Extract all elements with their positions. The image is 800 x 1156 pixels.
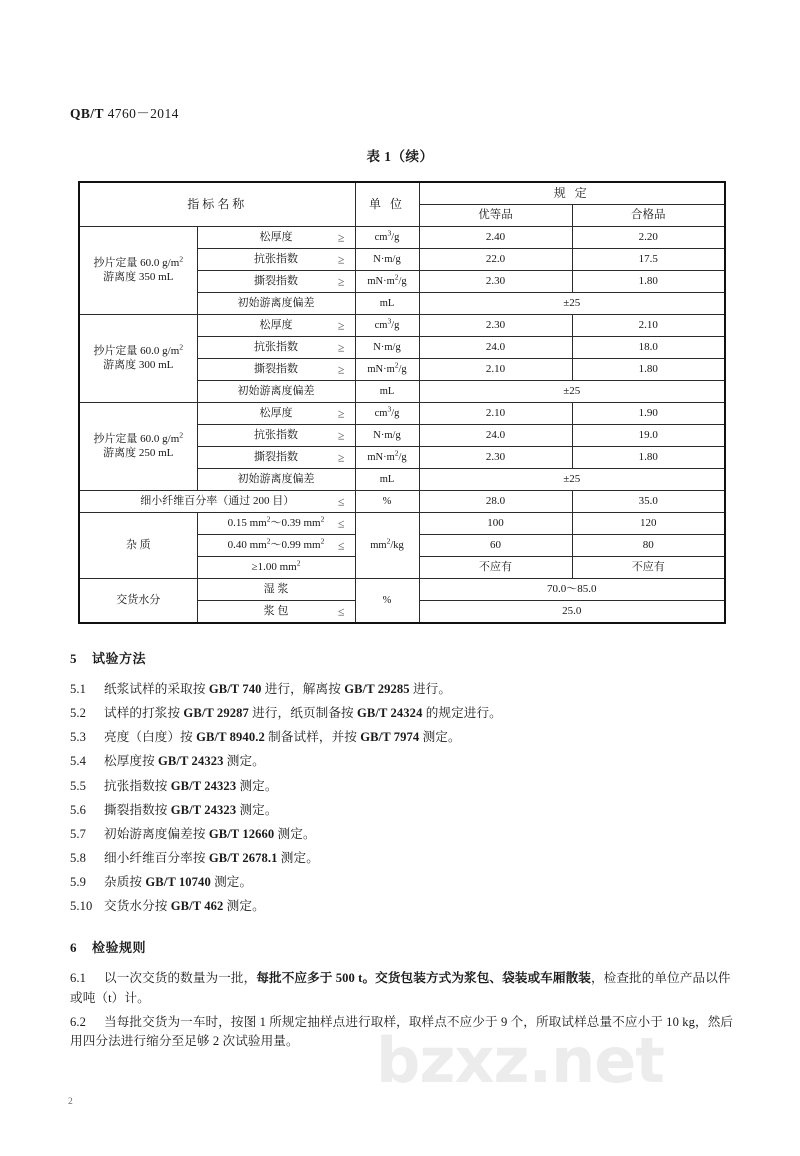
- paragraph-text: 细小纤维百分率按 GB/T 2678.1 测定。: [104, 850, 319, 865]
- value-qualified: 120: [572, 513, 725, 535]
- section-title: 试验方法: [92, 651, 147, 666]
- paragraph-text: 松厚度按 GB/T 24323 测定。: [104, 754, 265, 769]
- group-label-moisture: 交货水分: [79, 579, 197, 624]
- value-premium: 2.10: [419, 403, 572, 425]
- paragraph-5.8: [70, 849, 734, 868]
- value-qualified: 不应有: [572, 557, 725, 579]
- row-item-label: 抗张指数 ≥: [197, 249, 355, 271]
- paragraph-number: 5.9: [70, 875, 87, 890]
- table-row-moisture: [79, 579, 725, 601]
- value-qualified: 19.0: [572, 425, 725, 447]
- paragraph-text: 初始游离度偏差按 GB/T 12660 测定。: [104, 826, 316, 841]
- paragraph-5.9: [70, 873, 734, 892]
- paragraph-6.2: [70, 1013, 734, 1051]
- paragraph-5.1: [70, 680, 734, 699]
- row-item-label: 松厚度 ≥: [197, 315, 355, 337]
- document-body: [70, 648, 734, 1056]
- row-item-label: 松厚度 ≥: [197, 227, 355, 249]
- value-qualified: 1.90: [572, 403, 725, 425]
- header-indicator-name: 指标名称: [79, 182, 355, 227]
- document-header: [70, 102, 179, 122]
- row-item-label: ≥1.00 $mm^2$: [197, 557, 355, 579]
- row-item-label: 0.40 $mm^2\sim 0.99$ $mm^2$ ≤: [197, 535, 355, 557]
- paragraph-number: 5.5: [70, 778, 87, 793]
- comparison-operator: ≥: [337, 230, 345, 244]
- header-specification: 规 定: [419, 182, 725, 205]
- value-premium: 不应有: [419, 557, 572, 579]
- header-unit: 单 位: [355, 182, 419, 227]
- table-header-row-1: [79, 182, 725, 205]
- comparison-operator: ≥: [337, 274, 345, 288]
- row-unit: $cm^3/g$: [355, 403, 419, 425]
- row-item-label: 初始游离度偏差: [197, 293, 355, 315]
- table-caption: 表 1（续）: [366, 149, 434, 164]
- value-premium: 22.0: [419, 249, 572, 271]
- paragraph-5.6: [70, 801, 734, 820]
- comparison-operator: ≤: [337, 494, 345, 508]
- row-unit: mL: [355, 293, 419, 315]
- value-merged: 70.0～85.0: [419, 579, 725, 601]
- standard-number: 4760－2014: [107, 106, 179, 121]
- paragraph-text: 以一次交货的数量为一批，每批不应多于 500 t。交货包装方式为浆包、袋装或车厢散装，检查批的单位产品以件或吨（t）计。: [70, 971, 731, 1005]
- row-item-label: 松厚度 ≥: [197, 403, 355, 425]
- row-unit: N·m/g: [355, 249, 419, 271]
- comparison-operator: ≥: [337, 406, 345, 420]
- comparison-operator: ≤: [337, 538, 345, 552]
- paragraph-5.4: [70, 752, 734, 771]
- table-row-fines: [79, 491, 725, 513]
- value-merged: 25.0: [419, 601, 725, 624]
- paragraph-number: 5.1: [70, 682, 87, 696]
- paragraph-number: 5.6: [70, 802, 87, 817]
- header-grade-qualified: 合格品: [572, 205, 725, 227]
- paragraph-5.5: [70, 777, 734, 796]
- paragraph-text: 抗张指数按 GB/T 24323 测定。: [104, 778, 278, 793]
- value-merged: ±25: [419, 293, 725, 315]
- comparison-operator: ≤: [337, 516, 345, 530]
- row-unit: $cm^3/g$: [355, 315, 419, 337]
- comparison-operator: ≥: [337, 318, 345, 332]
- comparison-operator: ≥: [337, 362, 345, 376]
- paragraph-number: 5.3: [70, 730, 87, 745]
- row-item-label: 湿 浆: [197, 579, 355, 601]
- table-row: [79, 315, 725, 337]
- paragraph-text: 纸浆试样的采取按 GB/T 740 进行，解离按 GB/T 29285 进行。: [104, 682, 452, 696]
- row-item-label: 浆 包 ≤: [197, 601, 355, 624]
- comparison-operator: ≥: [337, 340, 345, 354]
- paragraph-text: 交货水分按 GB/T 462 测定。: [104, 899, 265, 914]
- table-row: [79, 403, 725, 425]
- paragraph-number: 5.10: [70, 899, 93, 914]
- row-unit: $cm^3/g$: [355, 227, 419, 249]
- paragraph-number: 5.2: [70, 706, 87, 721]
- group-label-2: 抄片定量 60.0 $g/m^2$ 游离度 250 mL: [79, 403, 197, 491]
- paragraph-text: 亮度（白度）按 GB/T 8940.2 制备试样，并按 GB/T 7974 测定。: [104, 730, 461, 745]
- value-qualified: 2.20: [572, 227, 725, 249]
- group-label-impurity: 杂 质: [79, 513, 197, 579]
- page-number: 2: [68, 1097, 73, 1107]
- value-premium: 2.30: [419, 447, 572, 469]
- value-premium: 28.0: [419, 491, 572, 513]
- row-unit: %: [355, 491, 419, 513]
- row-item-label: 撕裂指数 ≥: [197, 359, 355, 381]
- paragraph-5.3: [70, 728, 734, 747]
- section-title: 检验规则: [92, 940, 147, 956]
- row-item-label: 初始游离度偏差: [197, 381, 355, 403]
- value-qualified: 80: [572, 535, 725, 557]
- paragraph-6.1: [70, 969, 734, 1007]
- row-item-label: 初始游离度偏差: [197, 469, 355, 491]
- value-premium: 60: [419, 535, 572, 557]
- value-merged: ±25: [419, 469, 725, 491]
- standard-code: QB/T: [70, 106, 104, 121]
- comparison-operator: ≥: [337, 450, 345, 464]
- value-premium: 2.40: [419, 227, 572, 249]
- row-unit: N·m/g: [355, 425, 419, 447]
- value-qualified: 17.5: [572, 249, 725, 271]
- paragraph-5.2: [70, 704, 734, 723]
- comparison-operator: ≥: [337, 428, 345, 442]
- paragraph-text: 当每批交货为一车时，按图 1 所规定抽样点进行取样，取样点不应少于 9 个，所取试样总量不应小于 10 kg，然后用四分法进行缩分至足够 2 次试验用量。: [70, 1014, 734, 1048]
- section-heading-6: [70, 937, 734, 956]
- row-item-label: 抗张指数 ≥: [197, 337, 355, 359]
- value-premium: 24.0: [419, 425, 572, 447]
- value-merged: ±25: [419, 381, 725, 403]
- comparison-operator: ≤: [337, 604, 345, 618]
- value-qualified: 1.80: [572, 271, 725, 293]
- specification-table: [78, 181, 726, 624]
- section-gap: [70, 921, 734, 937]
- group-label-0: 抄片定量 60.0 $g/m^2$ 游离度 350 mL: [79, 227, 197, 315]
- row-unit: mL: [355, 381, 419, 403]
- paragraph-text: 杂质按 GB/T 10740 测定。: [104, 875, 253, 890]
- value-qualified: 1.80: [572, 447, 725, 469]
- value-qualified: 35.0: [572, 491, 725, 513]
- row-item-label: 0.15 $mm^2\sim 0.39$ $mm^2$ ≤: [197, 513, 355, 535]
- section-heading-5: [70, 648, 734, 667]
- paragraph-5.10: [70, 897, 734, 916]
- value-premium: 24.0: [419, 337, 572, 359]
- value-qualified: 1.80: [572, 359, 725, 381]
- paragraph-number: 6.1: [70, 971, 87, 986]
- row-unit: $mN\cdot m^2/g$: [355, 359, 419, 381]
- value-premium: 100: [419, 513, 572, 535]
- row-unit: N·m/g: [355, 337, 419, 359]
- value-qualified: 18.0: [572, 337, 725, 359]
- header-grade-premium: 优等品: [419, 205, 572, 227]
- value-premium: 2.10: [419, 359, 572, 381]
- paragraph-number: 6.2: [70, 1014, 87, 1029]
- table-row: [79, 227, 725, 249]
- paragraph-text: 撕裂指数按 GB/T 24323 测定。: [104, 802, 278, 817]
- paragraph-number: 5.7: [70, 826, 87, 841]
- paragraph-text: 试样的打浆按 GB/T 29287 进行，纸页制备按 GB/T 24324 的规定进行。: [104, 706, 502, 721]
- value-premium: 2.30: [419, 315, 572, 337]
- paragraph-number: 5.4: [70, 754, 87, 769]
- row-item-label: 抗张指数 ≥: [197, 425, 355, 447]
- value-premium: 2.30: [419, 271, 572, 293]
- row-unit: $mN\cdot m^2/g$: [355, 271, 419, 293]
- watermark-bzxz: bzxz.net: [376, 1024, 664, 1097]
- paragraph-5.7: [70, 825, 734, 844]
- group-label-1: 抄片定量 60.0 $g/m^2$ 游离度 300 mL: [79, 315, 197, 403]
- row-item-label: 撕裂指数 ≥: [197, 271, 355, 293]
- paragraph-number: 5.8: [70, 850, 87, 865]
- row-unit: mL: [355, 469, 419, 491]
- table-row-impurity: [79, 513, 725, 535]
- section-number: 5: [70, 651, 77, 666]
- row-unit: %: [355, 579, 419, 624]
- row-unit: $mN\cdot m^2/g$: [355, 447, 419, 469]
- value-qualified: 2.10: [572, 315, 725, 337]
- row-item-label: 撕裂指数 ≥: [197, 447, 355, 469]
- section-number: 6: [70, 940, 77, 956]
- row-item-label: 细小纤维百分率（通过 200 目） ≤: [79, 491, 355, 513]
- row-unit: $mm^2/kg$: [355, 513, 419, 579]
- comparison-operator: ≥: [337, 252, 345, 266]
